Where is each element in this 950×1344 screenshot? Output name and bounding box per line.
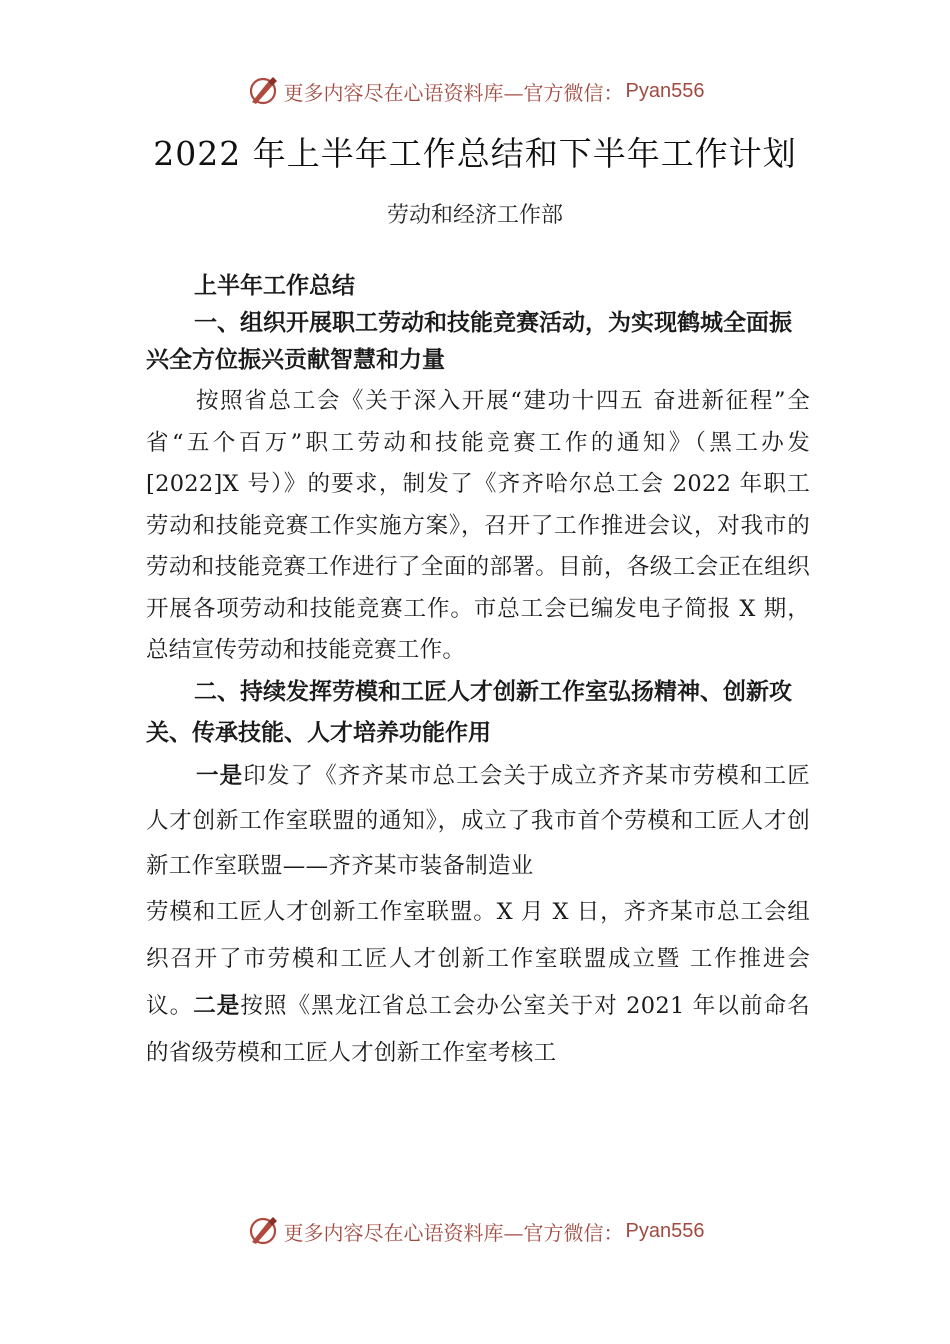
item2-text-two: 劳模和工匠人才创新工作室联盟。X 月 X 日，齐齐某市总工会组织召开了市劳模和工匠人才创新工作室联盟成立暨 工作推进会议。 [146, 898, 810, 1019]
pen-nib-logo-icon [246, 1214, 280, 1248]
item2-heading: 二、持续发挥劳模和工匠人才创新工作室弘扬精神、创新攻关、传承技能、人才培养功能作用 [146, 678, 792, 746]
department-name: 劳动和经济工作部 [386, 203, 563, 228]
header-watermark [0, 74, 950, 108]
item1-heading: 一、组织开展职工劳动和技能竞赛活动，为实现鹤城全面振兴全方位振兴贡献智慧和力量 [146, 310, 792, 373]
item1-body: 按照省总工会《关于深入开展“建功十四五 奋进新征程”全省“五个百万”职工劳动和技能竞赛工作的通知》（黑工办发[2022]X 号）》的要求，制发了《齐齐哈尔总工会 2022 年职工劳动和技能竞赛工作实施方案》，召开了工作推进会议，对我市的劳动和技能竞赛工作进行了全面的部署。目前，各级工会正在组织开展各项劳动和技能竞赛工作。市总工会已编发电子简报 X 期，总结宣传劳动和技能竞赛工作。 [146, 388, 810, 663]
section-heading: 上半年工作总结 [194, 273, 355, 299]
item2-lead-two: 二是 [193, 992, 241, 1019]
footer-watermark [0, 1214, 950, 1248]
document-body [146, 268, 810, 1077]
item2-lead-one: 一是 [196, 762, 244, 789]
watermark-text: 更多内容尽在心语资料库—官方微信： [283, 80, 624, 105]
watermark-text: 更多内容尽在心语资料库—官方微信： [283, 1220, 624, 1245]
item2-text-one: 印发了《齐齐某市总工会关于成立齐齐某市劳模和工匠人才创新工作室联盟的通知》，成立了我市首个劳模和工匠人才创新工作室联盟——齐齐某市装备制造业 [146, 762, 810, 879]
item2-text-three: 按照《黑龙江省总工会办公室关于对 2021 年以前命名的省级劳模和工匠人才创新工作室考核工 [146, 992, 810, 1066]
document-title: 2022 年上半年工作总结和下半年工作计划 [153, 134, 797, 173]
pen-nib-logo-icon [246, 74, 280, 108]
watermark-handle: Pyan556 [625, 79, 705, 102]
watermark-handle: Pyan556 [625, 1219, 705, 1242]
item2-body-part1 [146, 754, 810, 889]
item2-body-part2 [146, 889, 810, 1077]
